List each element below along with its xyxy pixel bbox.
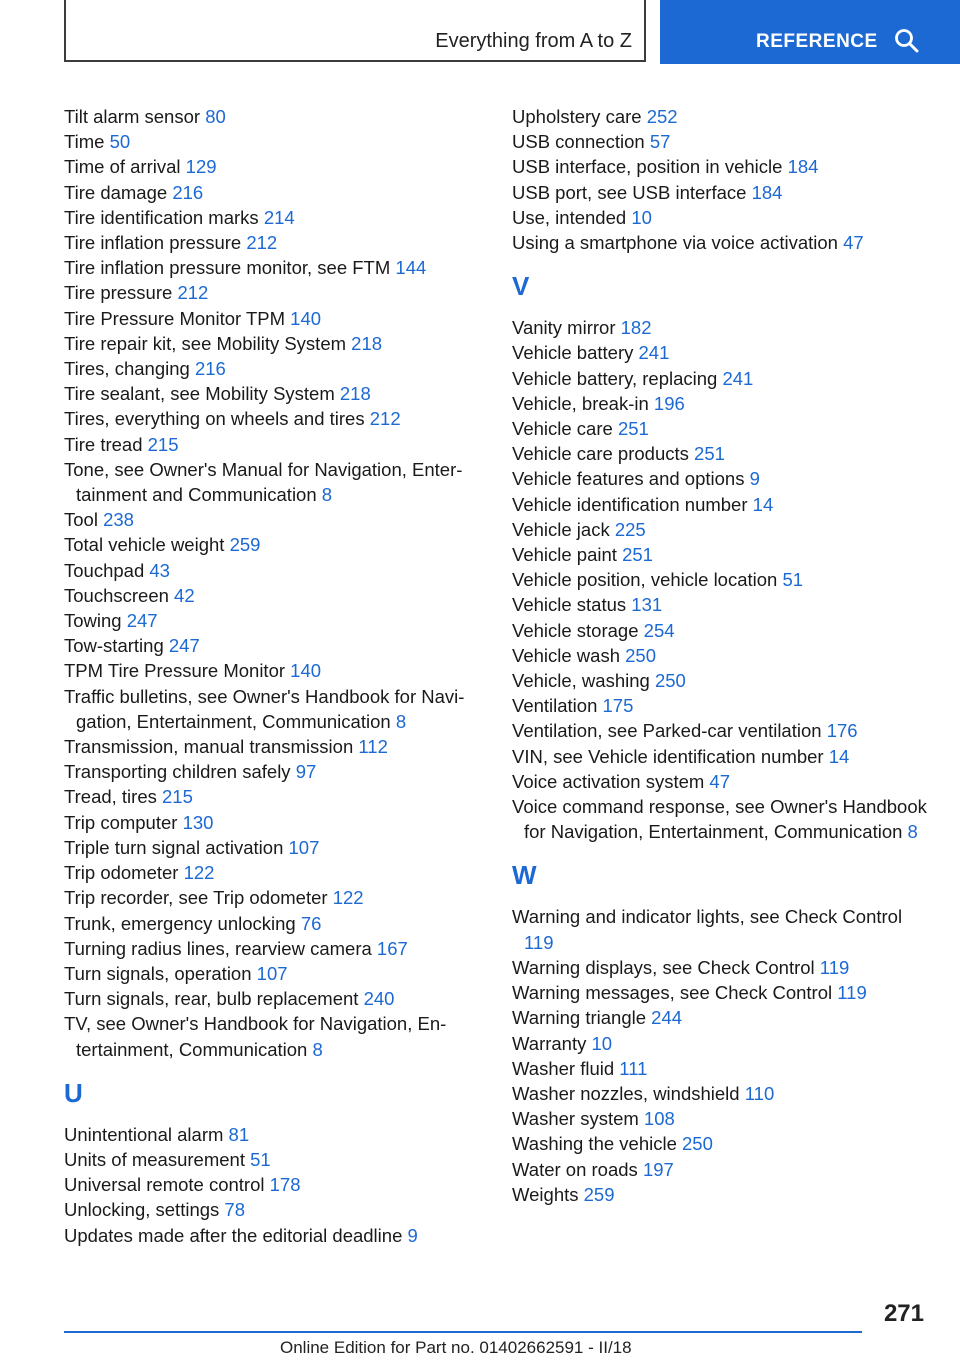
index-entry-text: TPM Tire Pressure Monitor xyxy=(64,660,286,682)
index-entry-text: Using a smartphone via voice activation xyxy=(512,232,838,254)
page-link[interactable]: 129 xyxy=(185,156,217,178)
index-entry-text: Tire damage xyxy=(64,181,168,203)
index-entry xyxy=(64,860,484,885)
index-entry xyxy=(512,769,932,794)
page-link[interactable]: 218 xyxy=(351,332,383,354)
index-entry-text: Total vehicle weight xyxy=(64,534,225,556)
page-link[interactable]: 57 xyxy=(649,131,671,153)
index-entry xyxy=(512,315,932,340)
page-link[interactable]: 216 xyxy=(172,181,204,203)
chapter-title: Everything from A to Z xyxy=(435,30,632,52)
page-link[interactable]: 251 xyxy=(694,443,725,465)
index-entry xyxy=(64,280,484,305)
index-entry-text: Triple turn signal activation xyxy=(64,836,284,858)
index-entry xyxy=(512,567,932,592)
index-entry-text: Touchscreen xyxy=(64,584,169,606)
index-entry-text: Vehicle features and options xyxy=(512,468,745,490)
index-entry xyxy=(64,810,484,835)
page-link[interactable]: 247 xyxy=(126,610,158,632)
page-link[interactable]: 80 xyxy=(205,106,226,127)
index-entry-text: Warning displays, see Check Control xyxy=(512,956,815,978)
page-link[interactable]: 119 xyxy=(819,956,850,978)
index-entry xyxy=(512,517,932,542)
index-column-left xyxy=(64,104,484,1248)
page-link[interactable]: 182 xyxy=(620,317,652,339)
index-entry-text: Vanity mirror xyxy=(512,317,616,339)
index-entry xyxy=(512,104,932,129)
index-entry-text: Updates made after the editorial deadline xyxy=(64,1224,403,1246)
index-entry-text: USB interface, position in vehicle xyxy=(512,156,783,178)
page-link[interactable]: 144 xyxy=(395,257,427,279)
index-entry xyxy=(512,955,932,980)
index-entry-text: Turning radius lines, rearview camera xyxy=(64,937,372,959)
page-link[interactable]: 197 xyxy=(642,1158,674,1180)
index-entry xyxy=(64,835,484,860)
index-entry-text: Touchpad xyxy=(64,559,145,581)
index-entry xyxy=(64,684,484,734)
page-link[interactable]: 244 xyxy=(651,1007,683,1029)
index-entry-text: Time xyxy=(64,131,105,153)
index-entry xyxy=(512,416,932,441)
section-label: REFERENCE xyxy=(756,31,878,52)
index-entry xyxy=(64,507,484,532)
page-link[interactable]: 130 xyxy=(182,811,214,833)
index-entry xyxy=(64,633,484,658)
page-link[interactable]: 43 xyxy=(149,559,170,581)
index-entry xyxy=(64,986,484,1011)
index-entry xyxy=(64,180,484,205)
index-entry xyxy=(512,1005,932,1030)
index-entry-text: Warning triangle xyxy=(512,1007,647,1029)
index-entry xyxy=(64,432,484,457)
index-letter-heading: V xyxy=(512,271,530,302)
page-link[interactable]: 167 xyxy=(376,937,408,959)
index-entry xyxy=(64,129,484,154)
page-link[interactable]: 122 xyxy=(183,862,215,884)
index-entry-text: Trip computer xyxy=(64,811,178,833)
index-entry-text: Vehicle storage xyxy=(512,619,639,641)
index-entry-text: Washer nozzles, windshield xyxy=(512,1082,740,1104)
index-entry xyxy=(64,1197,484,1222)
page-link[interactable]: 8 xyxy=(312,1038,323,1060)
index-entry xyxy=(512,230,932,255)
index-entry-text: Tool xyxy=(64,509,98,531)
page-link[interactable]: 8 xyxy=(321,484,333,506)
page-link[interactable]: 212 xyxy=(177,282,209,304)
index-entry-text: Tire pressure xyxy=(64,282,173,304)
chapter-tab xyxy=(64,0,646,62)
index-entry-text: Vehicle status xyxy=(512,594,627,616)
index-entry-text: Warranty xyxy=(512,1032,587,1054)
index-entry-text: Ventilation xyxy=(512,695,598,717)
page-link[interactable]: 212 xyxy=(246,232,278,254)
index-entry xyxy=(512,129,932,154)
page-link[interactable]: 225 xyxy=(614,518,646,540)
index-entry-text: Trip recorder, see Trip odometer xyxy=(64,887,328,909)
page-link[interactable]: 110 xyxy=(744,1082,775,1104)
index-entry xyxy=(512,1031,932,1056)
index-entry xyxy=(512,441,932,466)
index-entry xyxy=(64,255,484,280)
footer-divider xyxy=(64,1331,862,1333)
index-entry xyxy=(512,1056,932,1081)
index-entry xyxy=(64,104,484,129)
index-entry-text: Washing the vehicle xyxy=(512,1133,677,1155)
page-link[interactable]: 140 xyxy=(290,307,322,329)
index-entry xyxy=(512,618,932,643)
index-entry xyxy=(512,205,932,230)
index-entry-text: Tilt alarm sensor xyxy=(64,106,201,127)
index-entry-text: Universal remote control xyxy=(64,1174,265,1196)
page-link[interactable]: 9 xyxy=(749,468,760,490)
page-link[interactable]: 97 xyxy=(295,761,317,783)
index-entry-text: Towing xyxy=(64,610,122,632)
index-entry xyxy=(64,583,484,608)
index-entry xyxy=(64,784,484,809)
page-link[interactable]: 107 xyxy=(256,962,288,984)
index-entry xyxy=(512,466,932,491)
page-link[interactable]: 51 xyxy=(250,1148,271,1170)
page-link[interactable]: 47 xyxy=(709,770,730,792)
index-entry-text: Vehicle jack xyxy=(512,518,610,540)
index-entry-text: Tire sealant, see Mobility System xyxy=(64,383,335,405)
index-entry xyxy=(64,406,484,431)
index-entry-text: Tire Pressure Monitor TPM xyxy=(64,307,286,329)
page-link[interactable]: 50 xyxy=(109,131,131,153)
index-entry-text: Tread, tires xyxy=(64,786,157,808)
page-link[interactable]: 241 xyxy=(722,367,754,389)
index-entry-text: Tone, see Owner's Manual for Navigation, Entertainment and Communication xyxy=(64,458,463,506)
page-link[interactable]: 112 xyxy=(358,736,388,758)
page-link[interactable]: 196 xyxy=(653,392,685,414)
index-entry-text: Transporting children safely xyxy=(64,761,291,783)
index-entry-text: Tire inflation pressure xyxy=(64,232,242,254)
index-entry xyxy=(512,366,932,391)
index-entry-text: Tow-starting xyxy=(64,635,164,657)
page-link[interactable]: 250 xyxy=(682,1133,713,1155)
page-link[interactable]: 111 xyxy=(619,1057,648,1079)
page-link[interactable]: 216 xyxy=(194,358,226,380)
page-link[interactable]: 247 xyxy=(168,635,200,657)
page-link[interactable]: 76 xyxy=(300,912,322,934)
index-entry-text: Voice command response, see Owner's Handbook for Navigation, Entertainment, Communication xyxy=(512,796,927,843)
index-entry-text: Ventilation, see Parked-car ventilation xyxy=(512,720,822,742)
index-entry-text: Vehicle, break-in xyxy=(512,392,649,414)
page-link[interactable]: 259 xyxy=(229,534,261,556)
page-link[interactable]: 14 xyxy=(752,493,774,515)
index-entry-text: Tire inflation pressure monitor, see FTM xyxy=(64,257,391,279)
page-link[interactable]: 259 xyxy=(583,1183,615,1205)
page-link[interactable]: 78 xyxy=(224,1199,245,1221)
index-letter-heading: W xyxy=(512,860,537,891)
index-entry xyxy=(64,558,484,583)
index-entry-text: USB port, see USB interface xyxy=(512,181,747,203)
index-entry xyxy=(64,1147,484,1172)
index-entry-text: Unlocking, settings xyxy=(64,1199,220,1221)
index-entry xyxy=(64,936,484,961)
index-entry xyxy=(64,381,484,406)
index-entry-text: Warning and indicator lights, see Check Control xyxy=(512,906,903,928)
page-link[interactable]: 215 xyxy=(147,433,179,455)
page-link[interactable]: 51 xyxy=(782,569,804,591)
page-link[interactable]: 251 xyxy=(622,544,653,566)
index-entry xyxy=(512,668,932,693)
index-entry xyxy=(64,1011,484,1061)
index-entry xyxy=(512,391,932,416)
index-entry-text: Vehicle care xyxy=(512,418,613,440)
index-entry xyxy=(512,1131,932,1156)
index-entry xyxy=(64,885,484,910)
index-entry xyxy=(512,980,932,1005)
page-link[interactable]: 184 xyxy=(751,181,783,203)
page-link[interactable]: 250 xyxy=(625,644,656,666)
page-link[interactable]: 178 xyxy=(269,1174,301,1196)
index-entry-text: Tires, changing xyxy=(64,358,190,380)
page-link[interactable]: 8 xyxy=(395,710,407,732)
index-entry-text: Transmission, manual transmission xyxy=(64,736,354,758)
page-link[interactable]: 254 xyxy=(643,619,675,641)
index-entry xyxy=(64,1172,484,1197)
index-entry xyxy=(512,592,932,617)
page-link[interactable]: 238 xyxy=(103,509,134,531)
index-entry-text: Vehicle position, vehicle location xyxy=(512,569,778,591)
page-link[interactable]: 122 xyxy=(332,887,364,909)
page-link[interactable]: 14 xyxy=(828,745,850,767)
index-entry-text: Traffic bulletins, see Owner's Handbook for Navigation, Entertainment, Communication xyxy=(64,685,465,732)
page-link[interactable]: 9 xyxy=(407,1224,418,1246)
index-entry-text: Use, intended xyxy=(512,206,627,228)
index-entry xyxy=(512,643,932,668)
index-entry xyxy=(64,658,484,683)
index-entry-text: Voice activation system xyxy=(512,770,705,792)
page-link[interactable]: 241 xyxy=(638,342,670,364)
index-column-right xyxy=(512,104,932,1207)
index-entry xyxy=(64,911,484,936)
page-link[interactable]: 119 xyxy=(837,982,867,1004)
page-header xyxy=(0,0,960,66)
index-entry xyxy=(512,1157,932,1182)
index-entry-text: Water on roads xyxy=(512,1158,638,1180)
page-link[interactable]: 184 xyxy=(787,156,819,178)
index-entry-text: Unintentional alarm xyxy=(64,1123,224,1145)
index-entry xyxy=(512,744,932,769)
section-tab[interactable] xyxy=(660,0,960,64)
page-link[interactable]: 8 xyxy=(907,821,918,843)
index-entry xyxy=(512,693,932,718)
index-entry xyxy=(512,1182,932,1207)
index-entry-text: Washer fluid xyxy=(512,1057,615,1079)
index-entry-text: TV, see Owner's Handbook for Navigation, Entertainment, Communication xyxy=(64,1013,447,1060)
index-entry-text: Warning messages, see Check Control xyxy=(512,982,833,1004)
index-entry xyxy=(512,542,932,567)
index-entry-text: Tires, everything on wheels and tires xyxy=(64,408,365,430)
page-link[interactable]: 252 xyxy=(646,106,678,127)
index-entry xyxy=(512,180,932,205)
index-entry xyxy=(64,154,484,179)
index-entry xyxy=(512,718,932,743)
index-entry xyxy=(64,1122,484,1147)
index-entry xyxy=(64,961,484,986)
index-entry xyxy=(512,1081,932,1106)
page-link[interactable]: 10 xyxy=(631,206,652,228)
index-entry-text: Tire repair kit, see Mobility System xyxy=(64,332,347,354)
page-link[interactable]: 176 xyxy=(826,720,858,742)
index-entry xyxy=(512,154,932,179)
index-entry xyxy=(512,794,932,844)
index-entry-text: Time of arrival xyxy=(64,156,181,178)
page-link[interactable]: 218 xyxy=(339,383,371,405)
index-entry-text: Vehicle battery, replacing xyxy=(512,367,718,389)
index-entry xyxy=(64,356,484,381)
page-link[interactable]: 107 xyxy=(288,836,320,858)
index-entry xyxy=(64,759,484,784)
index-entry-text: Trunk, emergency unlocking xyxy=(64,912,296,934)
index-entry-text: Turn signals, rear, bulb replacement xyxy=(64,988,359,1010)
index-entry xyxy=(64,205,484,230)
search-icon[interactable] xyxy=(894,28,920,54)
page-link[interactable]: 175 xyxy=(602,695,634,717)
index-entry xyxy=(512,492,932,517)
index-entry xyxy=(64,306,484,331)
page-link[interactable]: 42 xyxy=(174,584,195,606)
index-entry-text: USB connection xyxy=(512,131,645,153)
index-entry-text: Upholstery care xyxy=(512,106,642,127)
index-entry xyxy=(64,457,484,507)
index-entry-text: Tire tread xyxy=(64,433,143,455)
page-number: 271 xyxy=(883,1300,924,1327)
index-entry xyxy=(64,532,484,557)
index-letter-heading: U xyxy=(64,1077,83,1108)
page-link[interactable]: 250 xyxy=(654,670,686,692)
edition-info: Online Edition for Part no. 01402662591 - II/18 xyxy=(280,1338,632,1357)
index-entry-text: Vehicle, washing xyxy=(512,670,650,692)
page-link[interactable]: 214 xyxy=(263,206,295,228)
page-link[interactable]: 251 xyxy=(617,418,649,440)
index-entry xyxy=(64,1223,484,1248)
index-entry-text: Units of measurement xyxy=(64,1148,245,1170)
index-entry xyxy=(64,734,484,759)
index-entry-text: Trip odometer xyxy=(64,862,179,884)
index-entry-text: Vehicle battery xyxy=(512,342,634,364)
index-entry-text: Vehicle identification number xyxy=(512,493,748,515)
page-link[interactable]: 81 xyxy=(228,1123,250,1145)
page-link[interactable]: 215 xyxy=(162,786,193,808)
index-entry-text: Tire identification marks xyxy=(64,206,259,228)
page-link[interactable]: 131 xyxy=(631,594,663,616)
page-link[interactable]: 240 xyxy=(363,988,395,1010)
index-entry-text: Vehicle paint xyxy=(512,544,617,566)
index-entry xyxy=(512,1106,932,1131)
index-entry xyxy=(512,904,932,954)
index-entry xyxy=(64,230,484,255)
page-link[interactable]: 140 xyxy=(290,660,322,682)
page-link[interactable]: 212 xyxy=(369,408,401,430)
page-link[interactable]: 47 xyxy=(843,232,864,254)
page-link[interactable]: 119 xyxy=(524,931,554,953)
index-entry-text: Vehicle wash xyxy=(512,644,620,666)
index-entry-text: Vehicle care products xyxy=(512,443,689,465)
index-entry xyxy=(512,340,932,365)
index-entry xyxy=(64,331,484,356)
page-link[interactable]: 10 xyxy=(591,1032,613,1054)
index-entry-text: Washer system xyxy=(512,1108,639,1130)
index-entry xyxy=(64,608,484,633)
index-entry-text: VIN, see Vehicle identification number xyxy=(512,745,824,767)
index-entry-text: Turn signals, operation xyxy=(64,962,252,984)
index-entry-text: Weights xyxy=(512,1183,579,1205)
page-link[interactable]: 108 xyxy=(643,1108,675,1130)
